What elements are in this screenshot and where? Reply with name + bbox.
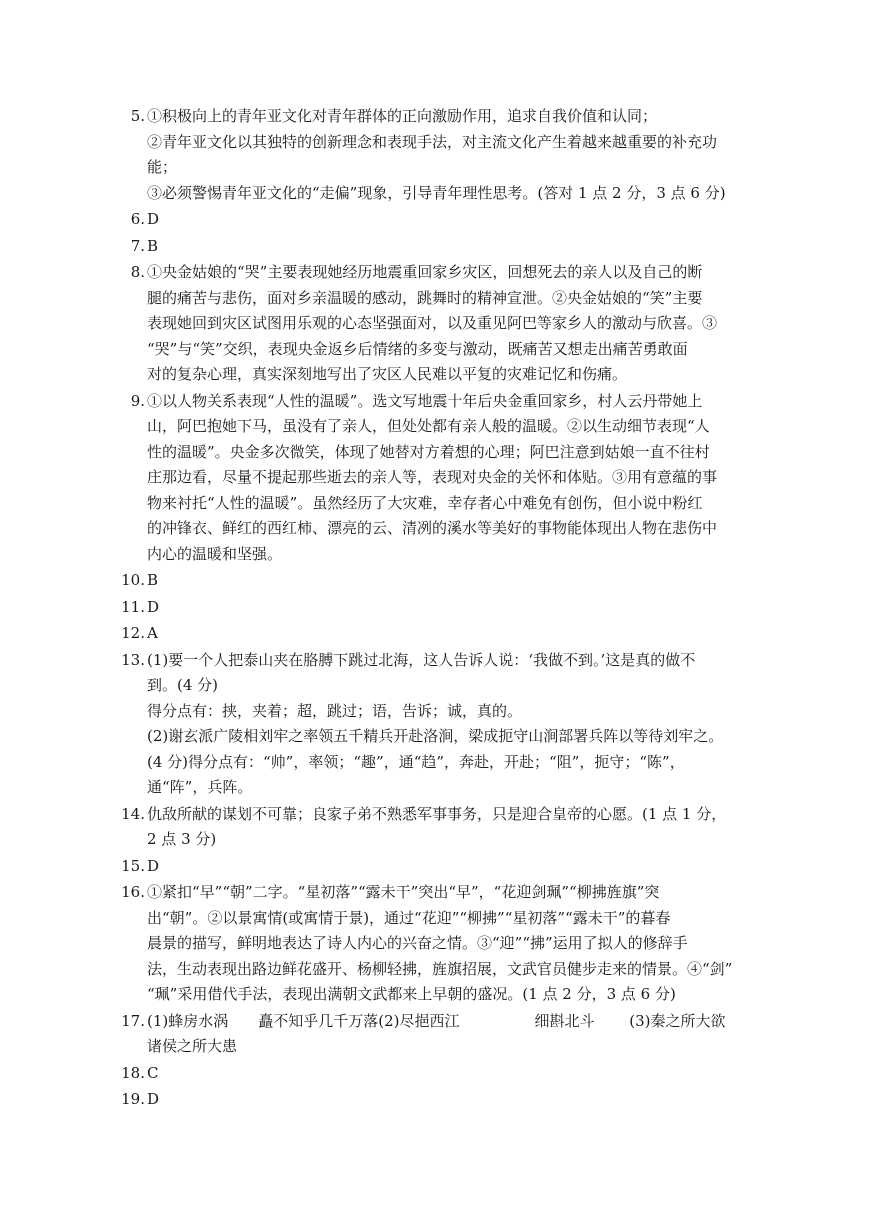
- answer-text-line: 晨景的描写，鲜明地表达了诗人内心的兴奋之情。③“迎”“拂”运用了拟人的修辞手: [147, 934, 688, 952]
- answer-text-line: 法，生动表现出路边鲜花盛开、杨柳轻拂，旌旗招展，文武官员健步走来的情景。④“剑”: [147, 959, 733, 978]
- answer-item: [121, 621, 751, 647]
- answer-number: 9.: [130, 391, 145, 410]
- answer-text-line: D: [147, 1090, 160, 1108]
- answer-text-line: (4 分)得分点有：“帅”，率领；“趣”，通“趋”，奔赴，开赴；“阻”，扼守；“陈”，: [147, 752, 685, 771]
- answer-item: [131, 389, 751, 568]
- answer-text-line: 性的温暖”。央金多次微笑，体现了她替对方着想的心理；阿巴注意到姑娘一直不往村: [147, 442, 710, 461]
- answer-number: 11.: [121, 597, 145, 616]
- answer-text-line: 仇敌所献的谋划不可靠；良家子弟不熟悉军事事务，只是迎合皇帝的心愿。(1 点 1 分，: [147, 804, 727, 823]
- answer-text-line: B: [147, 571, 159, 589]
- answer-text-line: 的冲锋衣、鲜红的西红柿、漂亮的云、清冽的溪水等美好的事物能体现出人物在悲伤中: [147, 519, 718, 537]
- answer-item: [121, 854, 751, 880]
- answer-text-line: 庄那边看，尽量不提起那些逝去的亲人等，表现对央金的关怀和体贴。③用有意蕴的事: [147, 468, 718, 486]
- answer-item: [121, 568, 751, 594]
- answer-text-line: (1)蜂房水涡 矗不知乎几千万落(2)尽挹西江 细斟北斗 (3)秦之所大欲: [147, 1011, 726, 1030]
- answer-text-line: 到。(4 分): [147, 676, 219, 694]
- answer-number: 7.: [130, 236, 145, 255]
- answer-text-line: “哭”与“笑”交织，表现央金返乡后情绪的多变与激动，既痛苦又想走出痛苦勇敢面: [147, 339, 688, 358]
- answer-text-line: D: [147, 210, 160, 228]
- answer-number: 5.: [130, 107, 145, 125]
- answer-text-line: B: [147, 236, 159, 255]
- answer-text-line: ①紧扣“早”“朝”二字。“星初落”“露未干”突出“早”，“花迎剑珮”“柳拂旌旗”突: [147, 883, 660, 901]
- answer-item: [121, 1087, 751, 1113]
- answer-list: [121, 104, 751, 1114]
- answer-number: 10.: [121, 571, 145, 589]
- answer-text-line: 物来衬托“人性的温暖”。虽然经历了大灾难，幸存者心中难免有创伤，但小说中粉红: [147, 493, 703, 512]
- answer-text-line: “珮”采用借代手法，表现出满朝文武都来上早朝的盛况。(1 点 2 分，3 点 6 分): [147, 985, 676, 1003]
- answer-text-line: ①央金姑娘的“哭”主要表现她经历地震重回家乡灾区，回想死去的亲人以及自己的断: [147, 263, 703, 281]
- answer-item: [121, 880, 751, 1008]
- answer-item: [131, 104, 751, 206]
- answer-item: [121, 1009, 751, 1060]
- answer-text-line: (2)谢玄派广陵相刘牢之率领五千精兵开赴洛涧，梁成扼守山涧部署兵阵以等待刘牢之。: [147, 727, 724, 745]
- answer-number: 14.: [121, 804, 145, 823]
- answer-number: 15.: [121, 856, 145, 875]
- answer-text-line: A: [147, 624, 158, 642]
- answer-text-line: 通“阵”，兵阵。: [147, 778, 253, 796]
- answer-item: [121, 802, 751, 853]
- answer-number: 13.: [121, 650, 145, 669]
- answer-text-line: 2 点 3 分): [147, 830, 217, 848]
- answer-text-line: 能；: [147, 158, 178, 176]
- answer-text-line: D: [147, 856, 160, 875]
- answer-text-line: ①积极向上的青年亚文化对青年群体的正向激励作用，追求自我价值和认同；: [147, 107, 658, 125]
- answer-text-line: (1)要一个人把泰山夹在胳膊下跳过北海，这人告诉人说：‘我做不到。’这是真的做不: [147, 650, 696, 669]
- answer-number: 17.: [121, 1011, 145, 1030]
- answer-number: 12.: [121, 624, 145, 642]
- answer-text-line: ③必须警惕青年亚文化的“走偏”现象，引导青年理性思考。(答对 1 点 2 分，3 点 6 分): [147, 183, 726, 202]
- answer-number: 6.: [130, 210, 145, 228]
- answer-number: 16.: [121, 883, 145, 901]
- answer-text-line: 表现她回到灾区试图用乐观的心态坚强面对，以及重见阿巴等家乡人的激动与欣喜。③: [147, 314, 718, 332]
- answer-text-line: 得分点有：挟，夹着；超，跳过；语，告诉；诚，真的。: [147, 701, 523, 720]
- answer-text-line: 对的复杂心理，真实深刻地写出了灾区人民难以平复的灾难记忆和伤痛。: [147, 365, 628, 383]
- answer-text-line: 内心的温暖和坚强。: [147, 544, 283, 563]
- answer-text-line: 诸侯之所大患: [147, 1037, 238, 1055]
- answer-text-line: 出“朝”。②以景寓情(或寓情于景)，通过“花迎”“柳拂”“星初落”“露未干”的暮春: [147, 908, 671, 927]
- answer-item: [121, 595, 751, 621]
- answer-text-line: C: [147, 1063, 159, 1082]
- answer-item: [131, 260, 751, 388]
- answer-number: 19.: [121, 1090, 145, 1108]
- answer-number: 8.: [130, 263, 145, 281]
- answer-number: 18.: [121, 1063, 145, 1082]
- answer-text-line: ①以人物关系表现“人性的温暖”。选文写地震十年后央金重回家乡，村人云丹带她上: [147, 391, 703, 410]
- answer-item: [131, 207, 751, 233]
- answer-item: [131, 234, 751, 260]
- answer-text-line: 山，阿巴抱她下马，虽没有了亲人，但处处都有亲人般的温暖。②以生动细节表现“人: [147, 417, 710, 435]
- answer-text-line: ②青年亚文化以其独特的创新理念和表现手法，对主流文化产生着越来越重要的补充功: [147, 132, 718, 151]
- answer-text-line: 腿的痛苦与悲伤，面对乡亲温暖的感动，跳舞时的精神宣泄。②央金姑娘的“笑”主要: [147, 288, 703, 307]
- answer-item: [121, 648, 751, 801]
- answer-item: [121, 1061, 751, 1087]
- answer-text-line: D: [147, 597, 160, 616]
